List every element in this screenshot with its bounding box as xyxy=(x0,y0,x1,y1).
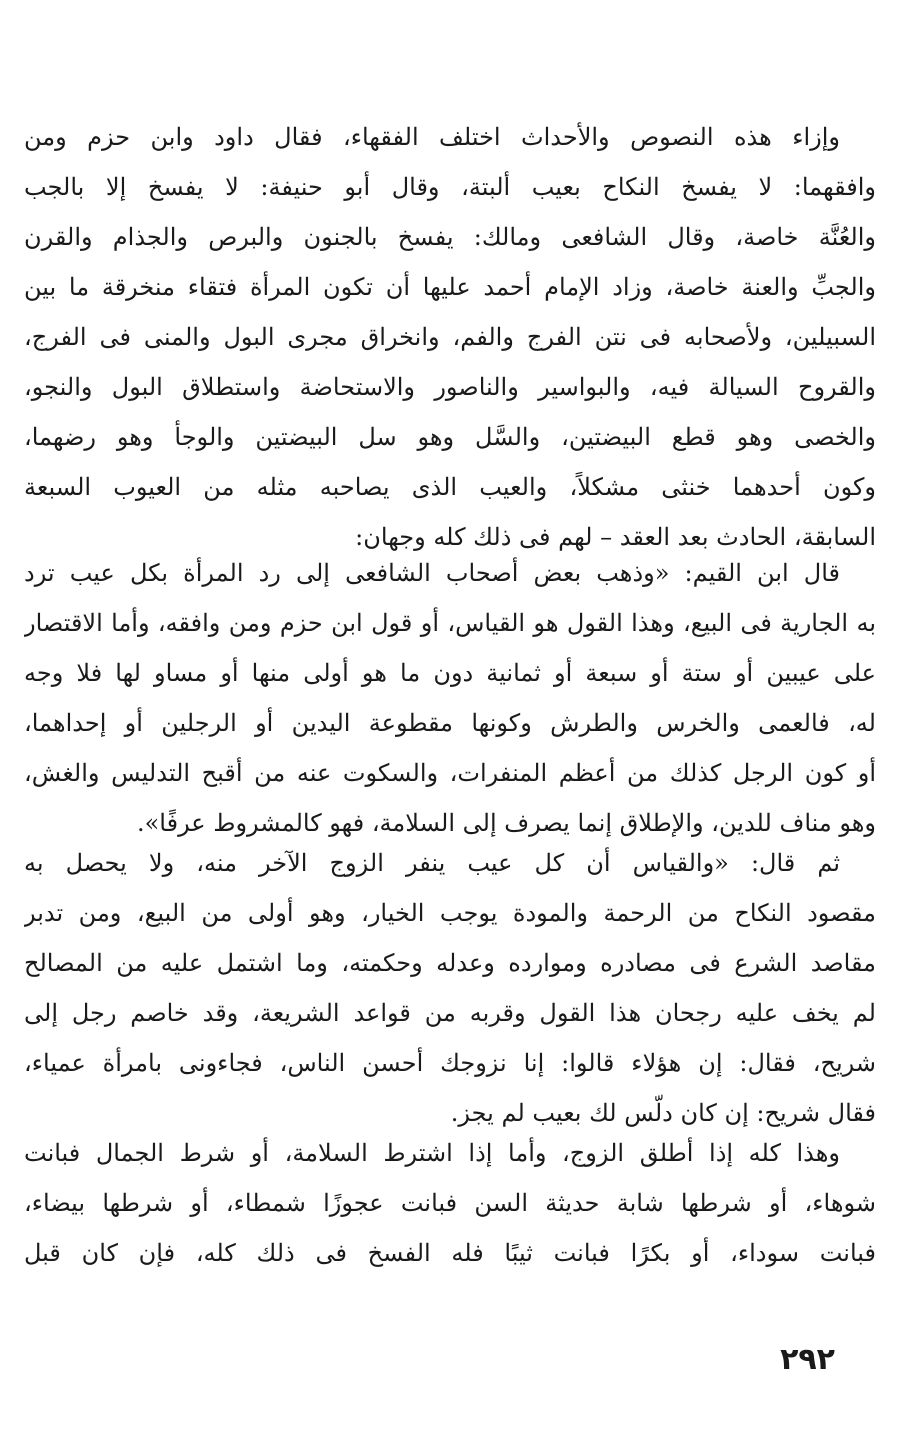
text-line: وهو مناف للدين، والإطلاق إنما يصرف إلى السلامة، فهو كالمشروط عرفًا». xyxy=(136,809,876,837)
text-line: به الجارية فى البيع، وهذا القول هو القياس، أو قول ابن حزم ومن وافقه، وأما الاقتصار xyxy=(24,609,876,637)
text-line: أو كون الرجل كذلك من أعظم المنفرات، والسكوت عنه من أقبح التدليس والغش، xyxy=(24,759,876,787)
text-line: شوهاء، أو شرطها شابة حديثة السن فبانت عجوزًا شمطاء، أو شرطها بيضاء، xyxy=(24,1189,876,1217)
text-line: وكون أحدهما خنثى مشكلاً، والعيب الذى يصاحبه مثله من العيوب السبعة xyxy=(24,473,876,501)
text-line: والعُنَّة خاصة، وقال الشافعى ومالك: يفسخ بالجنون والبرص والجذام والقرن xyxy=(24,223,876,251)
text-line: على عيبين أو ستة أو سبعة أو ثمانية دون ما هو أولى منها أو مساو لها فلا وجه xyxy=(24,659,876,687)
paragraph-2 xyxy=(24,548,876,848)
text-line: شريح، فقال: إن هؤلاء قالوا: إنا نزوجك أحسن الناس، فجاءونى بامرأة عمياء، xyxy=(24,1049,876,1077)
text-line: له، فالعمى والخرس والطرش وكونها مقطوعة اليدين أو الرجلين أو إحداهما، xyxy=(24,709,876,737)
paragraph-3 xyxy=(24,838,876,1138)
text-line: مقصود النكاح من الرحمة والمودة يوجب الخيار، وهو أولى من البيع، ومن تدبر xyxy=(24,899,876,927)
text-line: السابقة، الحادث بعد العقد – لهم فى ذلك كله وجهان: xyxy=(355,523,876,551)
text-line: والقروح السيالة فيه، والبواسير والناصور والاستحاضة واستطلاق البول والنجو، xyxy=(24,373,876,401)
text-line: وافقهما: لا يفسخ النكاح بعيب ألبتة، وقال أبو حنيفة: لا يفسخ إلا بالجب xyxy=(24,173,876,201)
text-line: وإزاء هذه النصوص والأحداث اختلف الفقهاء، فقال داود وابن حزم ومن xyxy=(24,123,840,151)
document-page xyxy=(24,112,876,1402)
text-line: السبيلين، ولأصحابه فى نتن الفرج والفم، وانخراق مجرى البول والمنى فى الفرج، xyxy=(24,323,876,351)
text-line: لم يخف عليه رجحان هذا القول وقربه من قواعد الشريعة، وقد خاصم رجل إلى xyxy=(24,999,876,1027)
paragraph-1 xyxy=(24,112,876,562)
text-line: فبانت سوداء، أو بكرًا فبانت ثيبًا فله الفسخ فى ذلك كله، فإن كان قبل xyxy=(24,1239,876,1267)
text-line: قال ابن القيم: «وذهب بعض أصحاب الشافعى إلى رد المرأة بكل عيب ترد xyxy=(24,559,840,587)
text-line: وهذا كله إذا أطلق الزوج، وأما إذا اشترط السلامة، أو شرط الجمال فبانت xyxy=(24,1139,840,1167)
text-line: والجبِّ والعنة خاصة، وزاد الإمام أحمد عليها أن تكون المرأة فتقاء منخرقة ما بين xyxy=(24,273,876,301)
text-line: مقاصد الشرع فى مصادره وموارده وعدله وحكمته، وما اشتمل عليه من المصالح xyxy=(24,949,876,977)
text-line: والخصى وهو قطع البيضتين، والسَّل وهو سل البيضتين والوجأ وهو رضهما، xyxy=(24,423,876,451)
page-number: ٢٩٢ xyxy=(780,1342,835,1377)
text-line: فقال شريح: إن كان دلّس لك بعيب لم يجز. xyxy=(450,1099,876,1127)
paragraph-4 xyxy=(24,1128,876,1278)
text-line: ثم قال: «والقياس أن كل عيب ينفر الزوج الآخر منه، ولا يحصل به xyxy=(24,849,840,877)
